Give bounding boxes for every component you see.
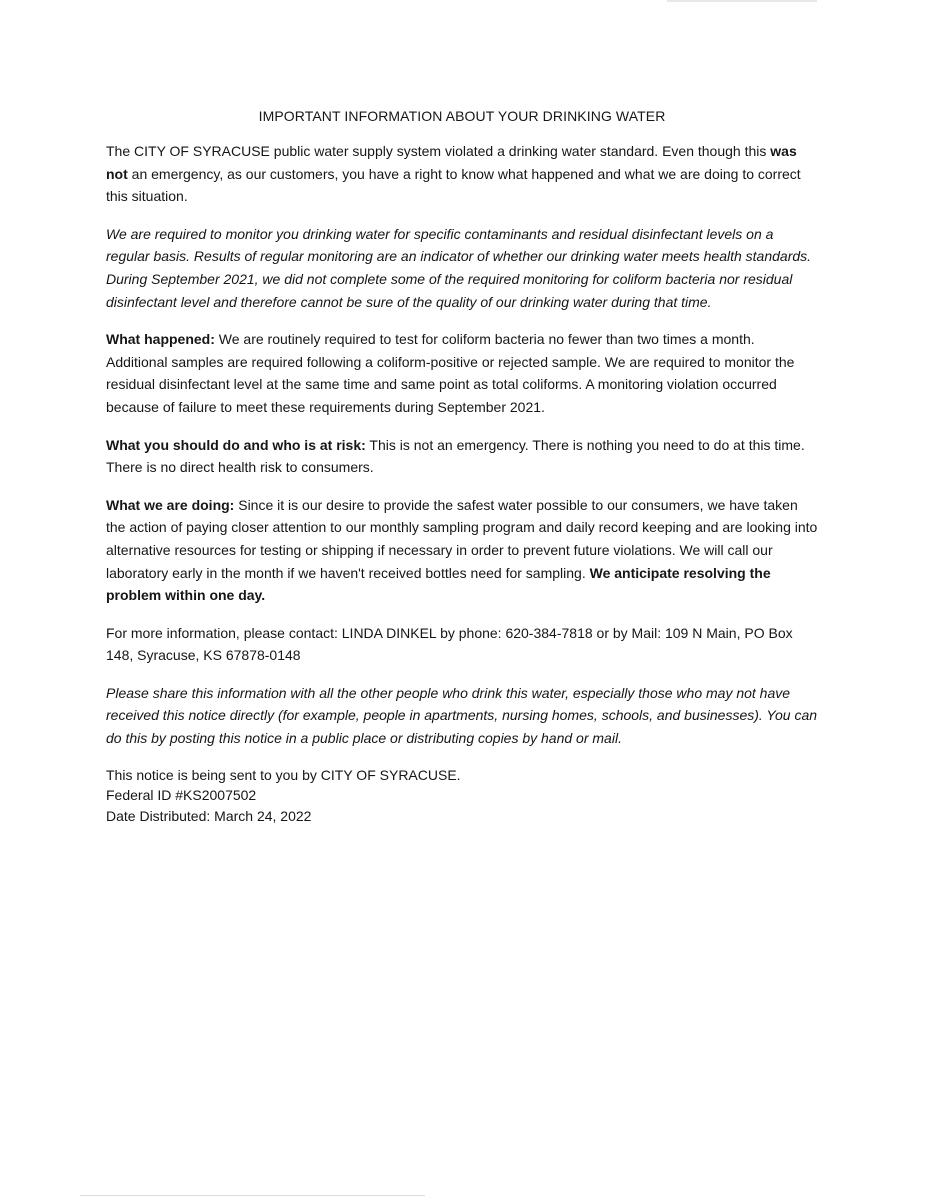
- federal-id-line: Federal ID #KS2007502: [106, 787, 257, 804]
- intro-paragraph: [106, 140, 818, 208]
- what-to-do-text: This is not an emergency. There is nothing you need to do at this time. There is no direct health risk to consumers.: [106, 436, 805, 476]
- date-distributed-line: Date Distributed: March 24, 2022: [106, 807, 312, 824]
- notice-title: IMPORTANT INFORMATION ABOUT YOUR DRINKING WATER: [258, 108, 666, 124]
- monitoring-statement: We are required to monitor you drinking water for specific contaminants and residual disinfectant levels on a regular basis. Results of regular monitoring are an indicator of whether our drinking water meets health standards. During September 2021, we did not complete some of the required monitoring for coliform bacteria nor residual disinfectant level and therefore cannot be sure of the quality of our drinking water during that time.: [106, 225, 812, 310]
- intro-text-1: The CITY OF SYRACUSE public water supply system violated a drinking water standard. Even though this: [106, 143, 771, 159]
- intro-emphasis: was not: [106, 143, 797, 182]
- what-we-are-doing-heading: What we are doing:: [106, 496, 235, 513]
- scan-artifact-bottom: [80, 1195, 425, 1196]
- what-happened-text: We are routinely required to test for coliform bacteria no fewer than two times a month. Additional samples are required following a coliform-positive or rejected sample. We are required to monitor the residual disinfectant level at the same time and same point as total coliforms. A monitoring violation occurred because of failure to meet these requirements during September 2021.: [106, 331, 795, 415]
- notice-body: [106, 106, 818, 826]
- sent-by-line: This notice is being sent to you by CITY OF SYRACUSE.: [106, 766, 461, 783]
- notice-footer: [106, 765, 818, 827]
- contact-paragraph: For more information, please contact: LINDA DINKEL by phone: 620-384-7818 or by Mail: 109 N Main, PO Box 148, Syracuse, KS 67878-0148: [106, 624, 793, 664]
- what-happened-paragraph: [106, 328, 818, 418]
- what-to-do-heading: What you should do and who is at risk:: [106, 436, 366, 453]
- what-to-do-paragraph: [106, 434, 818, 479]
- what-happened-heading: What happened:: [106, 331, 215, 348]
- what-we-are-doing-text: Since it is our desire to provide the safest water possible to our consumers, we have taken the action of paying closer attention to our monthly sampling program and daily record keeping and are looking into alternative resources for testing or shipping if necessary in order to prevent future violations. We will call our laboratory early in the month if we haven't received bottles need for sampling.: [106, 496, 818, 581]
- share-notice-paragraph: Please share this information with all the other people who drink this water, especially those who may not have received this notice directly (for example, people in apartments, nursing homes, schools, and businesses). You can do this by posting this notice in a public place or distributing copies by hand or mail.: [106, 684, 818, 747]
- scan-artifact-top: [667, 0, 817, 2]
- resolution-statement: We anticipate resolving the problem within one day.: [106, 564, 771, 604]
- intro-text-2: an emergency, as our customers, you have a right to know what happened and what we are doing to correct this situation.: [106, 165, 801, 205]
- what-we-are-doing-paragraph: [106, 494, 818, 607]
